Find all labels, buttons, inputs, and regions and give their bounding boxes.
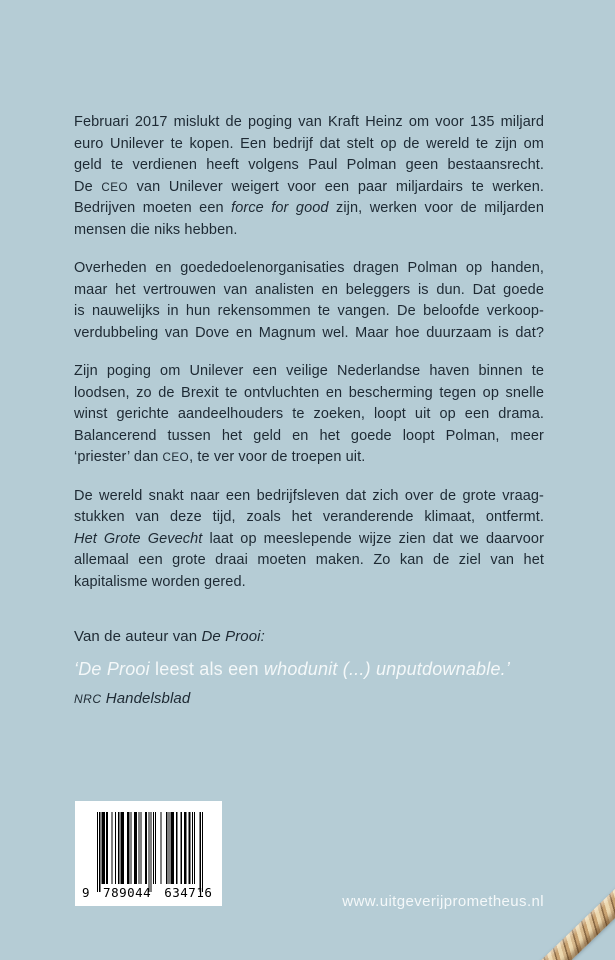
text-segment: Bedrijven moeten een <box>74 200 232 216</box>
barcode-digits: 9 789044 634716 <box>82 885 213 900</box>
review-quote <box>74 656 554 682</box>
blurb-line <box>74 550 544 572</box>
blurb-line <box>74 361 544 383</box>
text-segment: De <box>74 178 102 195</box>
blurb-line <box>74 426 544 448</box>
text-segment: force for good <box>231 200 329 216</box>
text-segment: zijn, werken voor de miljarden <box>328 200 544 216</box>
text-segment: Zijn poging om Unilever een veilige Nederlandse haven binnen te <box>74 363 544 379</box>
text-segment: NRC <box>74 692 102 706</box>
text-segment: ‘ <box>74 659 79 679</box>
barcode <box>75 801 222 906</box>
text-segment: mensen die niks hebben. <box>74 221 238 238</box>
blurb-paragraph <box>74 112 544 241</box>
text-segment: Het Grote Gevecht <box>74 530 203 547</box>
text-segment: Balancerend tussen het geld en het goede loopt Polman, meer <box>74 427 544 444</box>
text-segment: ‘priester’ dan <box>74 449 163 465</box>
text-segment: Februari 2017 mislukt de poging van Kraft Heinz om voor 135 miljard <box>74 114 544 130</box>
text-segment: maar het vertrouwen van analisten en beleggers is dun. Dat goede <box>74 281 544 298</box>
blurb-line <box>74 507 544 529</box>
blurb-line <box>74 572 544 594</box>
blurb-line <box>74 258 544 280</box>
text-segment: leest als een <box>149 659 264 679</box>
blurb-line <box>74 198 544 220</box>
blurb-line <box>74 404 544 426</box>
blurb-line <box>74 301 544 323</box>
text-segment: winst gerichte aandeelhouders te zoeken, loopt uit op een drama. <box>74 406 544 422</box>
text-segment: , te ver voor de troepen uit. <box>189 449 366 465</box>
blurb-line <box>74 220 544 242</box>
text-segment: allemaal een grote draai moeten maken. Zo kan de ziel van het <box>74 552 544 568</box>
text-segment: geld te verdienen heeft volgens Paul Polman geen bestaansrecht. <box>74 157 544 173</box>
text-segment: van Unilever weigert voor een paar miljardairs te werken. <box>127 178 544 195</box>
author-note <box>74 626 265 648</box>
text-segment: Van de auteur van <box>74 628 202 645</box>
blurb-line <box>74 155 544 177</box>
text-segment: De wereld snakt naar een bedrijfsleven dat zich over de grote vraag- <box>74 487 544 504</box>
review-source <box>74 689 190 709</box>
text-segment: laat op meeslepende wijze zien dat we daarvoor <box>202 530 544 547</box>
blurb-line <box>74 383 544 405</box>
barcode-bars-icon <box>97 812 203 892</box>
blurb-paragraph <box>74 361 544 469</box>
text-segment: loodsen, zo de Brexit te ontvluchten en bescherming tegen op snelle <box>74 384 544 401</box>
blurb-line <box>74 447 544 469</box>
blurb-line <box>74 323 544 345</box>
blurb-line <box>74 177 544 199</box>
blurb-line <box>74 486 544 508</box>
text-segment: Handelsblad <box>101 690 191 707</box>
blurb-line <box>74 134 544 156</box>
text-segment: CEO <box>162 451 190 464</box>
text-segment: stukken van deze tijd, zoals het veranderende klimaat, ontfermt. <box>74 509 544 525</box>
text-segment: whodunit (...) unputdownable. <box>263 659 506 679</box>
blurb-paragraph <box>74 486 544 594</box>
text-segment: De Prooi <box>78 659 150 679</box>
blurb-line <box>74 112 544 134</box>
blurb-paragraph <box>74 258 544 344</box>
text-segment: ’ <box>505 659 511 679</box>
text-segment: euro Unilever te kopen. Een bedrijf dat stelt op de wereld te zijn om <box>74 135 544 152</box>
text-segment: CEO <box>101 180 128 194</box>
text-segment: De Prooi: <box>201 628 265 645</box>
publisher-website-link: www.uitgeverijprometheus.nl <box>342 893 544 910</box>
blurb-line <box>74 280 544 302</box>
text-segment: verdubbeling van Dove en Magnum wel. Maar hoe duurzaam is dat? <box>74 324 544 341</box>
blurb-line <box>74 529 544 551</box>
rope-decoration <box>525 872 615 960</box>
blurb <box>74 112 544 610</box>
text-segment: kapitalisme worden gered. <box>74 573 246 590</box>
text-segment: Overheden en goededoelenorganisaties dragen Polman op handen, <box>74 260 544 276</box>
text-segment: is nauwelijks in hun rekensommen te vangen. De beloofde verkoop- <box>74 303 544 319</box>
